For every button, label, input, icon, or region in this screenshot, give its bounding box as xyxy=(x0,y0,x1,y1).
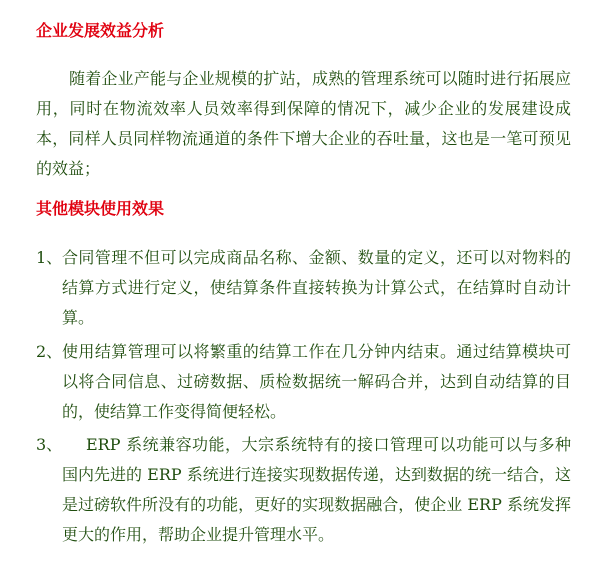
section-heading-other-modules: 其他模块使用效果 xyxy=(36,199,165,218)
list-item-text: 使用结算管理可以将繁重的结算工作在几分钟内结束。通过结算模块可以将合同信息、过磅数据、质检数据统一解码合并，达到自动结算的目的，使结算工作变得简便轻松。 xyxy=(62,342,571,421)
list-item xyxy=(36,243,571,333)
list-item-text: 合同管理不但可以完成商品名称、金额、数量的定义，还可以对物料的结算方式进行定义，使结算条件直接转换为计算公式，在结算时自动计算。 xyxy=(62,248,571,327)
list-item-number: 2、 xyxy=(36,342,63,361)
list-item xyxy=(36,430,571,550)
section-heading-enterprise-benefits: 企业发展效益分析 xyxy=(36,21,165,40)
list-item-text: ERP 系统兼容功能，大宗系统特有的接口管理可以功能可以与多种国内先进的 ERP 系统进行连接实现数据传递，达到数据的统一结合，这是过磅软件所没有的功能，更好的实现数据融合，使企业 ERP 系统发挥更大的作用，帮助企业提升管理水平。 xyxy=(62,435,571,544)
list-item-number: 3、 xyxy=(36,435,63,454)
list-item xyxy=(36,337,571,427)
list-item-number: 1、 xyxy=(36,248,63,267)
module-effects-list xyxy=(36,243,571,550)
enterprise-benefits-paragraph: 随着企业产能与企业规模的扩站，成熟的管理系统可以随时进行拓展应用，同时在物流效率人员效率得到保障的情况下，减少企业的发展建设成本，同样人员同样物流通道的条件下增大企业的吞吐量，这也是一笔可预见的效益； xyxy=(36,69,571,178)
